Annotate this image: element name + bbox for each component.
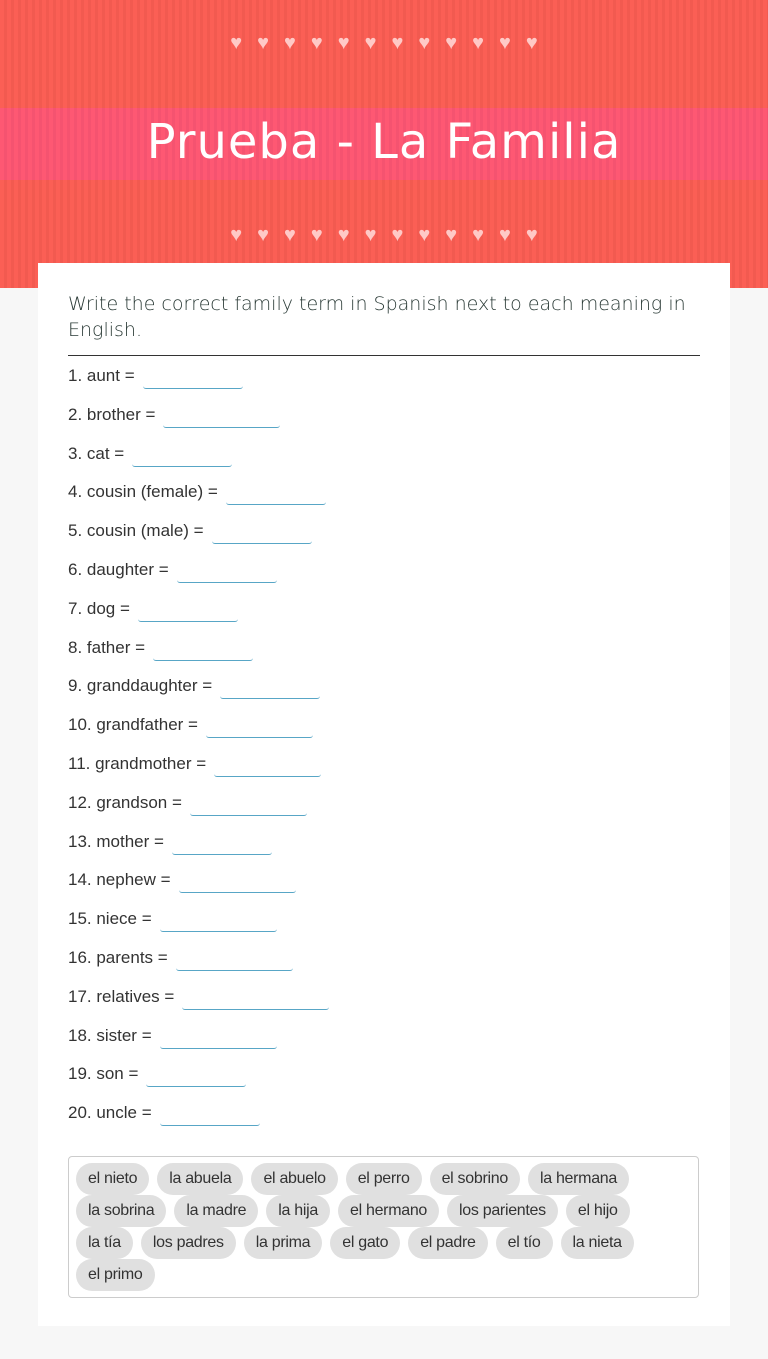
answer-drop-field[interactable]: [190, 793, 307, 816]
question-label: 13. mother =: [68, 831, 164, 851]
question-row: [68, 560, 329, 599]
word-chip[interactable]: el sobrino: [430, 1163, 520, 1195]
question-label: 2. brother =: [68, 404, 156, 424]
question-label: 14. nephew =: [68, 870, 171, 890]
question-label: 15. niece =: [68, 909, 152, 929]
answer-drop-field[interactable]: [163, 405, 280, 428]
question-label: 12. grandson =: [68, 792, 182, 812]
word-chip[interactable]: el gato: [330, 1227, 400, 1259]
word-chip[interactable]: el hijo: [566, 1195, 630, 1227]
answer-drop-field[interactable]: [220, 676, 320, 699]
word-chip[interactable]: la sobrina: [76, 1195, 166, 1227]
question-label: 3. cat =: [68, 443, 125, 463]
word-chip[interactable]: la hermana: [528, 1163, 629, 1195]
question-label: 7. dog =: [68, 598, 130, 618]
question-row: [68, 1064, 329, 1103]
answer-drop-field[interactable]: [138, 599, 238, 622]
question-row: [68, 599, 329, 638]
question-row: [68, 366, 329, 405]
question-row: [68, 793, 329, 832]
question-row: [68, 638, 329, 677]
question-row: [68, 754, 329, 793]
word-chip[interactable]: el perro: [346, 1163, 422, 1195]
answer-drop-field[interactable]: [214, 754, 321, 777]
question-label: 11. grandmother =: [68, 753, 207, 773]
word-bank: [68, 1156, 699, 1298]
answer-drop-field[interactable]: [206, 715, 313, 738]
question-label: 6. daughter =: [68, 559, 169, 579]
question-row: [68, 715, 329, 754]
question-row: [68, 521, 329, 560]
answer-drop-field[interactable]: [226, 482, 326, 505]
question-row: [68, 870, 329, 909]
question-label: 1. aunt =: [68, 366, 135, 385]
answer-drop-field[interactable]: [146, 1064, 246, 1087]
question-row: [68, 832, 329, 871]
word-chip[interactable]: los parientes: [447, 1195, 558, 1227]
question-label: 4. cousin (female) =: [68, 482, 218, 502]
answer-drop-field[interactable]: [132, 444, 232, 467]
answer-drop-field[interactable]: [176, 948, 293, 971]
question-label: 5. cousin (male) =: [68, 521, 204, 541]
word-chip[interactable]: el padre: [408, 1227, 487, 1259]
question-list: [68, 366, 329, 1142]
question-row: [68, 405, 329, 444]
answer-drop-field[interactable]: [172, 832, 272, 855]
word-chip[interactable]: el abuelo: [251, 1163, 337, 1195]
question-row: [68, 444, 329, 483]
word-chip[interactable]: los padres: [141, 1227, 236, 1259]
question-label: 18. sister =: [68, 1025, 152, 1045]
question-label: 16. parents =: [68, 947, 168, 967]
answer-drop-field[interactable]: [179, 870, 296, 893]
word-chip[interactable]: la tía: [76, 1227, 133, 1259]
question-row: [68, 987, 329, 1026]
word-chip[interactable]: la abuela: [157, 1163, 243, 1195]
instructions: Write the correct family term in Spanish next to each meaning in English.: [68, 291, 700, 356]
answer-drop-field[interactable]: [182, 987, 329, 1010]
question-label: 17. relatives =: [68, 986, 175, 1006]
answer-drop-field[interactable]: [212, 521, 312, 544]
answer-drop-field[interactable]: [143, 366, 243, 389]
question-row: [68, 948, 329, 987]
question-row: [68, 482, 329, 521]
answer-drop-field[interactable]: [160, 909, 277, 932]
answer-drop-field[interactable]: [177, 560, 277, 583]
question-label: 9. granddaughter =: [68, 676, 213, 696]
answer-drop-field[interactable]: [160, 1026, 277, 1049]
question-row: [68, 909, 329, 948]
worksheet-card: [38, 263, 730, 1326]
question-row: [68, 1103, 329, 1142]
word-chip[interactable]: el tío: [496, 1227, 553, 1259]
question-row: [68, 1026, 329, 1065]
word-chip[interactable]: la hija: [266, 1195, 330, 1227]
question-row: [68, 676, 329, 715]
word-chip[interactable]: la nieta: [561, 1227, 634, 1259]
question-label: 10. grandfather =: [68, 715, 198, 735]
word-chip[interactable]: el nieto: [76, 1163, 149, 1195]
word-chip[interactable]: el primo: [76, 1259, 155, 1291]
question-label: 19. son =: [68, 1064, 139, 1084]
hearts-bottom-decoration: ♥♥♥♥♥♥♥♥♥♥♥♥: [230, 224, 553, 246]
word-chip[interactable]: la madre: [174, 1195, 258, 1227]
question-label: 20. uncle =: [68, 1103, 152, 1123]
word-chip[interactable]: el hermano: [338, 1195, 439, 1227]
question-label: 8. father =: [68, 637, 146, 657]
hearts-top-decoration: ♥♥♥♥♥♥♥♥♥♥♥♥: [230, 32, 553, 54]
answer-drop-field[interactable]: [160, 1103, 260, 1126]
word-chip[interactable]: la prima: [244, 1227, 323, 1259]
page-title: Prueba - La Familia: [146, 114, 622, 170]
answer-drop-field[interactable]: [153, 638, 253, 661]
